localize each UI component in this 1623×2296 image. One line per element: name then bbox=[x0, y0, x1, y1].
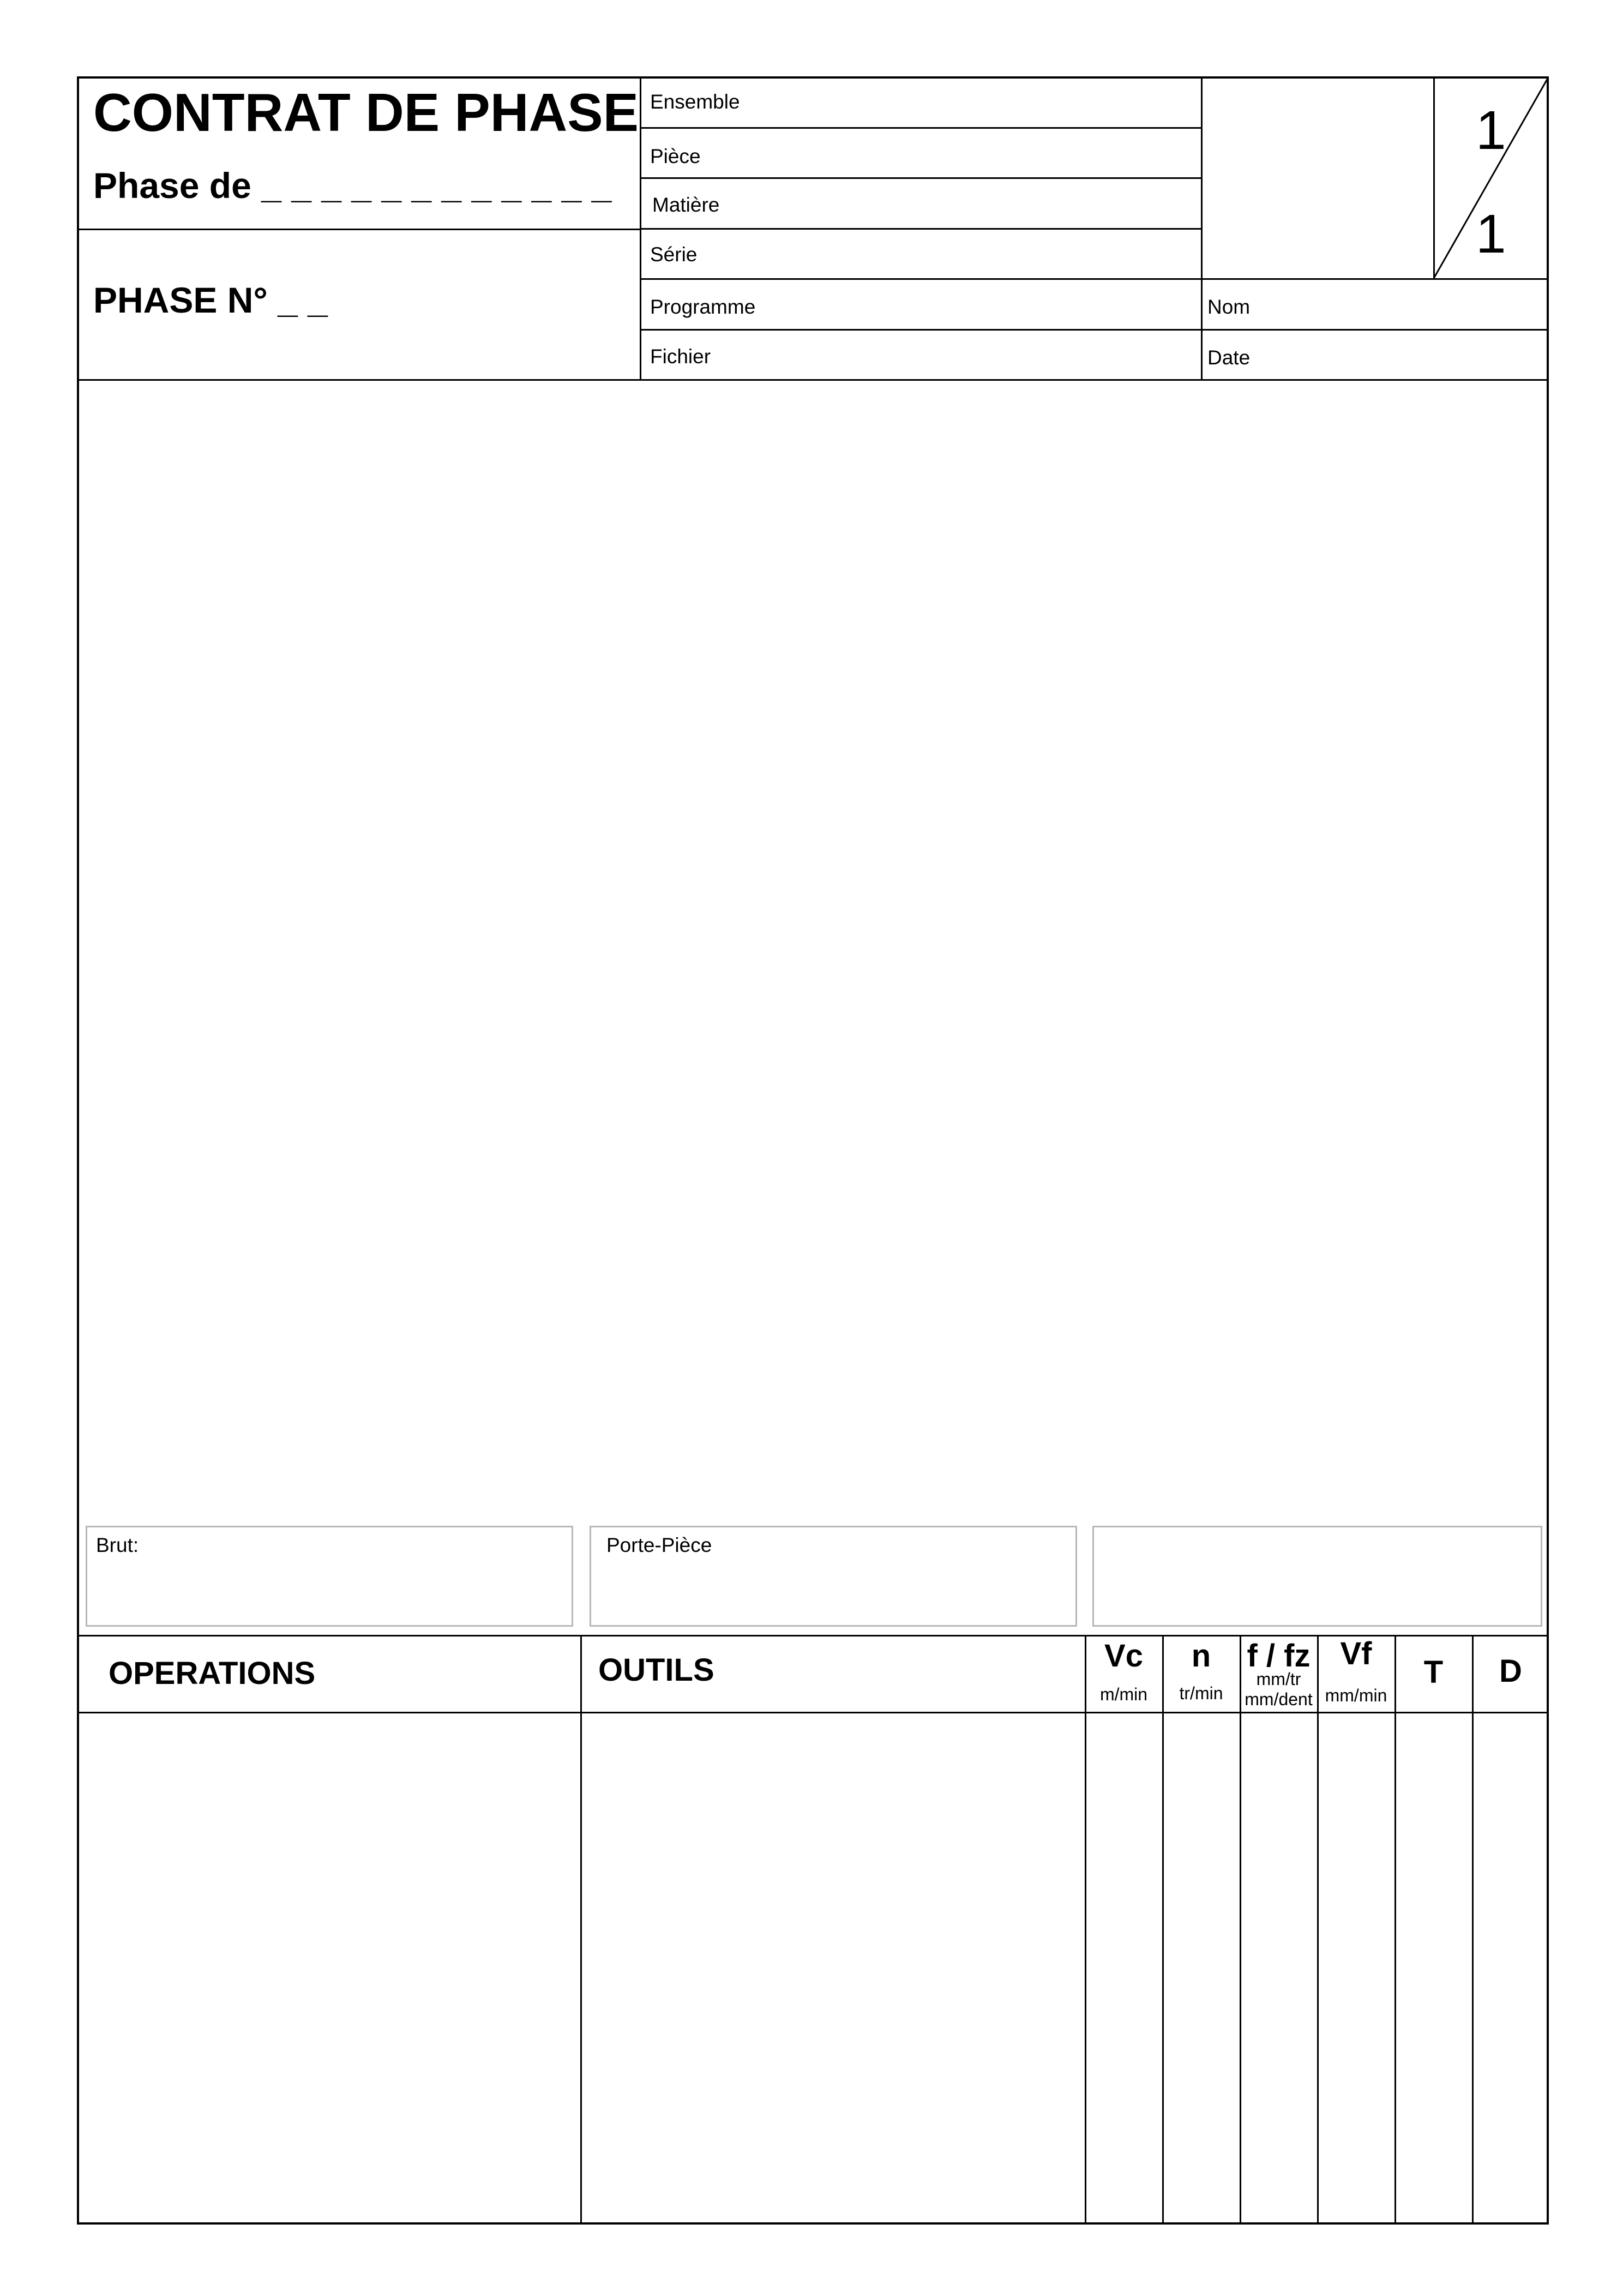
table-col-divider bbox=[1472, 1635, 1474, 2225]
outils-header: OUTILS bbox=[598, 1652, 714, 1688]
field-fichier: Fichier bbox=[650, 345, 711, 368]
table-col-divider bbox=[1085, 1635, 1086, 2225]
document-frame bbox=[77, 76, 1549, 2225]
vc-header: Vc bbox=[1104, 1638, 1143, 1674]
t-header: T bbox=[1423, 1654, 1444, 1690]
field-nom: Nom bbox=[1207, 296, 1251, 318]
n-unit: tr/min bbox=[1179, 1683, 1223, 1703]
field-row-line bbox=[640, 228, 1202, 230]
field-date: Date bbox=[1207, 346, 1251, 369]
f-fz-unit-dent: mm/dent bbox=[1245, 1689, 1313, 1709]
f-fz-header: f / fz bbox=[1247, 1638, 1311, 1674]
field-serie: Série bbox=[650, 243, 698, 266]
field-programme: Programme bbox=[650, 296, 756, 318]
field-row-line bbox=[640, 177, 1202, 179]
vf-unit: mm/min bbox=[1325, 1686, 1387, 1705]
header-bottom-divider bbox=[77, 379, 1549, 381]
table-col-divider bbox=[1162, 1635, 1164, 2225]
porte-piece-label: Porte-Pièce bbox=[606, 1534, 712, 1556]
d-header: D bbox=[1499, 1653, 1522, 1689]
field-row-line bbox=[640, 278, 1549, 280]
field-matiere: Matière bbox=[652, 194, 720, 216]
table-col-divider bbox=[580, 1635, 582, 2225]
field-row-line bbox=[640, 127, 1202, 129]
field-ensemble: Ensemble bbox=[650, 91, 740, 113]
title-divider bbox=[77, 229, 641, 230]
n-header: n bbox=[1191, 1638, 1211, 1674]
field-row-line bbox=[640, 329, 1549, 331]
vf-header: Vf bbox=[1340, 1636, 1372, 1671]
f-fz-unit-tr: mm/tr bbox=[1256, 1669, 1301, 1689]
empty-info-box bbox=[1092, 1526, 1542, 1627]
brut-label: Brut: bbox=[96, 1534, 139, 1556]
page-current: 1 bbox=[1476, 100, 1506, 161]
table-col-divider bbox=[1394, 1635, 1396, 2225]
field-piece: Pièce bbox=[650, 145, 701, 167]
table-col-divider bbox=[1317, 1635, 1319, 2225]
phase-number-label: PHASE N° _ _ bbox=[93, 280, 328, 320]
operations-header: OPERATIONS bbox=[109, 1656, 316, 1691]
page-title: CONTRAT DE PHASE bbox=[93, 82, 639, 142]
vc-unit: m/min bbox=[1099, 1684, 1148, 1704]
phase-de-label: Phase de _ _ _ _ _ _ _ _ _ _ _ _ bbox=[93, 165, 612, 206]
page-total: 1 bbox=[1476, 203, 1506, 265]
table-header-line bbox=[77, 1712, 1549, 1713]
table-col-divider bbox=[1240, 1635, 1241, 2225]
brut-box bbox=[86, 1526, 573, 1627]
porte-piece-box bbox=[590, 1526, 1077, 1627]
